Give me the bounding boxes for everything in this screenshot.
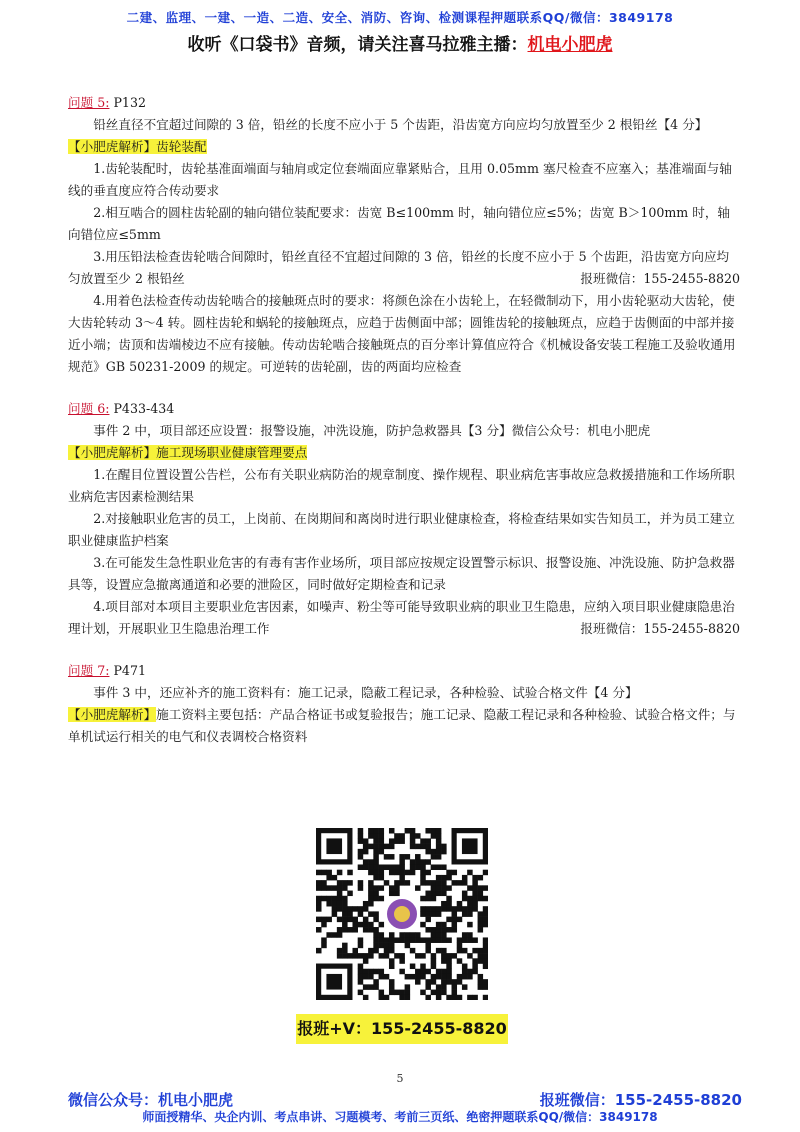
q6-item-1: 1.在醒目位置设置公告栏，公布有关职业病防治的规章制度、操作规程、职业病危害事故应急救援措施和工作场所职业病危害因素检测结果 — [68, 467, 735, 504]
question-5-label: 问题 5: — [68, 95, 110, 110]
question-6-label: 问题 6: — [68, 401, 110, 416]
question-6-analysis — [68, 442, 740, 464]
contact-note-1: 报班微信：155-2455-8820 — [580, 271, 740, 286]
q5-item-2: 2.相互啮合的圆柱齿轮副的轴向错位装配要求：齿宽 B≤100mm 时，轴向错位应≤5%；齿宽 B＞100mm 时，轴向错位应≤5mm — [68, 205, 731, 242]
question-7-heading — [68, 660, 740, 682]
footer-left: 微信公众号：机电小肥虎 — [68, 1091, 234, 1109]
contact-note-2: 报班微信：155-2455-8820 — [580, 621, 740, 636]
question-6-analysis-tag: 【小肥虎解析】施工现场职业健康管理要点 — [68, 445, 308, 460]
question-6-text: 事件 2 中，项目部还应设置：报警设施，冲洗设施，防护急救器具【3 分】微信公众号：机电小肥虎 — [93, 423, 651, 438]
q5-item-4: 4.用着色法检查传动齿轮啮合的接触斑点时的要求：将颜色涂在小齿轮上，在轻微制动下，用小齿轮驱动大齿轮，使大齿轮转动 3～4 转。圆柱齿轮和蜗轮的接触斑点，应趋于齿侧面中部；圆锥齿轮的接触斑点，应趋于齿侧面的中部并接近小端；齿顶和齿端棱边不应有接触。传动齿轮啮合接触斑点的百分率计算值应符合《机械设备安装工程施工及验收通用规范》GB 50231-2009 的规定。可逆转的齿轮副，齿的两面均应检查 — [68, 293, 736, 374]
q6-item-3: 3.在可能发生急性职业危害的有毒有害作业场所，项目部应按规定设置警示标识、报警设施、冲洗设施、防护急救器具等，设置应急撤离通道和必要的泄险区，同时做好定期检查和记录 — [68, 555, 735, 592]
question-5-analysis — [68, 136, 740, 158]
question-5-heading — [68, 92, 740, 114]
bottom-banner: 师面授精华、央企内训、考点串讲、习题模考、考前三页纸、绝密押题联系QQ/微信：3849178 — [142, 1110, 658, 1124]
page-number: 5 — [396, 1072, 404, 1085]
qr-caption: 报班+V：155-2455-8820 — [296, 1014, 508, 1044]
q5-item-1: 1.齿轮装配时，齿轮基准面端面与轴肩或定位套端面应靠紧贴合，且用 0.05mm 塞尺检查不应塞入；基准端面与轴线的垂直度应符合传动要求 — [68, 161, 732, 198]
qr-code-icon — [316, 828, 488, 1000]
q5-item-3: 3.用压铅法检查齿轮啮合间隙时，铅丝直径不宜超过间隙的 3 倍，铅丝的长度不应小于 5 个齿距，沿齿宽方向应均匀放置至少 2 根铅丝 报班微信：155-2455-8820 — [68, 246, 740, 290]
question-6-page: P433-434 — [109, 401, 175, 416]
question-5-analysis-tag: 【小肥虎解析】齿轮装配 — [68, 139, 207, 154]
header-line — [0, 30, 800, 55]
question-5-page: P132 — [109, 95, 146, 110]
question-7-analysis-text: 施工资料主要包括：产品合格证书或复验报告；施工记录、隐蔽工程记录和各种检验、试验合格文件；与单机试运行相关的电气和仪表调校合格资料 — [68, 707, 736, 744]
top-banner: 二建、监理、一建、一造、二造、安全、消防、咨询、检测课程押题联系QQ/微信：3849178 — [126, 10, 674, 25]
q6-item-2: 2.对接触职业危害的员工，上岗前、在岗期间和离岗时进行职业健康检查，将检查结果如实告知员工，并为员工建立职业健康监护档案 — [68, 511, 735, 548]
content — [68, 92, 740, 748]
header-text: 收听《口袋书》音频，请关注喜马拉雅主播： — [187, 35, 528, 55]
question-7-label: 问题 7: — [68, 663, 110, 678]
question-7-analysis-tag: 【小肥虎解析】 — [68, 707, 157, 722]
question-7-page: P471 — [109, 663, 146, 678]
q6-item-4: 4.项目部对本项目主要职业危害因素，如噪声、粉尘等可能导致职业病的职业卫生隐患，应纳入项目职业健康隐患治理计划，开展职业卫生隐患治理工作 报班微信：155-2455-8820 — [68, 596, 740, 640]
header-accent: 机电小肥虎 — [527, 35, 613, 55]
qr-code-image — [316, 828, 488, 1000]
question-7-text: 事件 3 中，还应补齐的施工资料有：施工记录，隐蔽工程记录，各种检验、试验合格文件【4 分】 — [93, 685, 638, 700]
footer-right: 报班微信：155-2455-8820 — [539, 1091, 742, 1109]
question-6-heading — [68, 398, 740, 420]
question-5-text: 铅丝直径不宜超过间隙的 3 倍，铅丝的长度不应小于 5 个齿距，沿齿宽方向应均匀放置至少 2 根铅丝【4 分】 — [93, 117, 708, 132]
question-7-analysis — [68, 704, 740, 748]
